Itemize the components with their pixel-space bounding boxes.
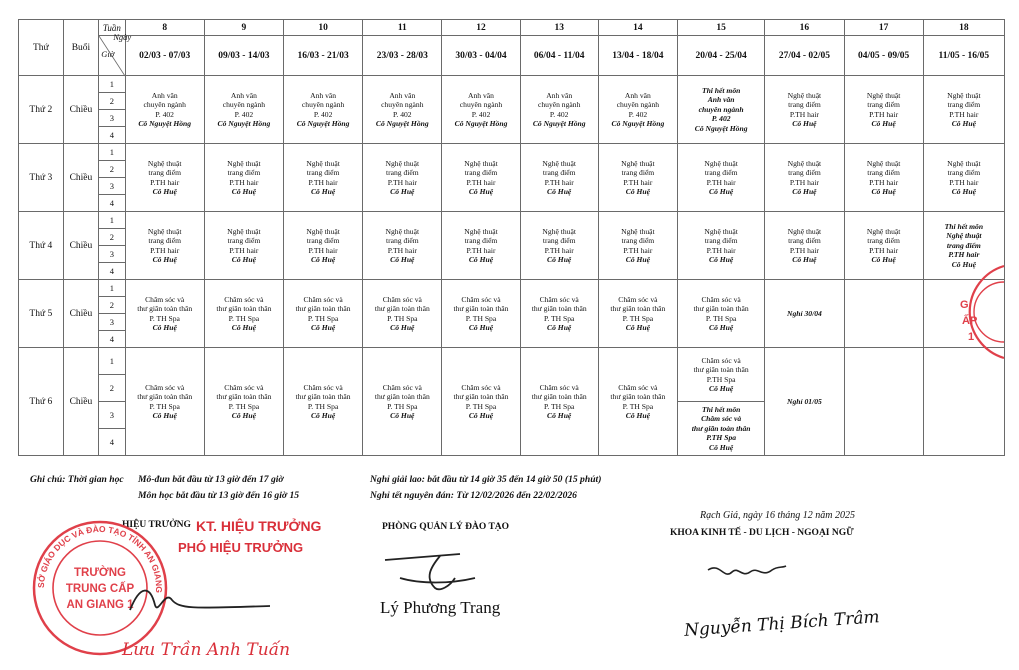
week-11-date: 23/03 - 28/03 <box>363 36 442 76</box>
slot-thu-w13: Chăm sóc và thư giãn toàn thân P. TH Spa Cô Huệ <box>520 280 598 348</box>
slot-thu-w8: Chăm sóc và thư giãn toàn thân P. TH Spa Cô Huệ <box>125 280 204 348</box>
slot-thu-w17 <box>844 280 923 348</box>
stamp-ring-text: SỞ GIÁO DỤC VÀ ĐÀO TẠO TỈNH AN GIANG <box>35 523 165 594</box>
week-18-date: 11/05 - 16/05 <box>923 36 1004 76</box>
period-4: 4 <box>99 127 125 144</box>
slot-tue-w11: Nghệ thuật trang điểm P.TH hair Cô Huệ <box>363 144 442 212</box>
week-14-date: 13/04 - 18/04 <box>598 36 677 76</box>
week-15-no: 15 <box>677 20 764 36</box>
header-date-text: Ngày <box>113 32 132 42</box>
schedule-sheet <box>18 19 1005 456</box>
period-4: 4 <box>99 429 125 456</box>
header-hour-text: Giờ <box>101 49 115 59</box>
principal-name: Lưu Trần Anh Tuấn <box>122 640 291 660</box>
svg-text:G: G <box>960 299 969 311</box>
week-9-no: 9 <box>204 20 283 36</box>
slot-thu-w10: Chăm sóc và thư giãn toàn thân P. TH Spa Cô Huệ <box>284 280 363 348</box>
slot-fri-w16-holiday: Nghỉ 01/05 <box>765 348 844 456</box>
week-13-date: 06/04 - 11/04 <box>520 36 598 76</box>
slot-wed-w17: Nghệ thuật trang điểm P.TH hair Cô Huệ <box>844 212 923 280</box>
period-4: 4 <box>99 331 125 348</box>
slot-fri-w15-top: Chăm sóc và thư giãn toàn thân P.TH Spa Cô Huệ <box>677 348 764 402</box>
session-wed: Chiều <box>63 212 99 280</box>
principal-vice: PHÓ HIỆU TRƯỞNG <box>178 540 304 555</box>
period-1: 1 <box>99 76 125 93</box>
slot-tue-w8: Nghệ thuật trang điểm P.TH hair Cô Huệ <box>125 144 204 212</box>
notes-label: Ghi chú: Thời gian học <box>30 474 124 485</box>
slot-fri-w15-exam: Thi hết môn Chăm sóc và thư giãn toàn thân P.TH Spa Cô Huệ <box>677 402 764 456</box>
note-tet: Nghỉ tết nguyên đán: Từ 12/02/2026 đến 22/02/2026 <box>370 490 577 501</box>
header-time-label <box>101 32 132 73</box>
slot-mon-w18: Nghệ thuật trang điểm P.TH hair Cô Huệ <box>923 76 1004 144</box>
week-9-date: 09/03 - 14/03 <box>204 36 283 76</box>
slot-thu-w16-holiday: Nghỉ 30/04 <box>765 280 844 348</box>
slot-fri-w8: Chăm sóc và thư giãn toàn thân P. TH Spa Cô Huệ <box>125 348 204 456</box>
slot-tue-w14: Nghệ thuật trang điểm P.TH hair Cô Huệ <box>598 144 677 212</box>
period-4: 4 <box>99 195 125 212</box>
office-signature <box>380 548 500 598</box>
week-12-date: 30/03 - 04/04 <box>442 36 520 76</box>
day-thu: Thứ 5 <box>19 280 64 348</box>
week-14-no: 14 <box>598 20 677 36</box>
week-12-no: 12 <box>442 20 520 36</box>
week-10-date: 16/03 - 21/03 <box>284 36 363 76</box>
slot-mon-w11: Anh văn chuyên ngành P. 402 Cô Nguyệt Hồng <box>363 76 442 144</box>
session-fri: Chiều <box>63 348 99 456</box>
slot-mon-w8: Anh văn chuyên ngành P. 402 Cô Nguyệt Hồng <box>125 76 204 144</box>
slot-wed-w15: Nghệ thuật trang điểm P.TH hair Cô Huệ <box>677 212 764 280</box>
period-2: 2 <box>99 229 125 246</box>
slot-tue-w9: Nghệ thuật trang điểm P.TH hair Cô Huệ <box>204 144 283 212</box>
note-break: Nghỉ giải lao: bắt đầu từ 14 giờ 35 đến 14 giờ 50 (15 phút) <box>370 474 602 485</box>
session-thu: Chiều <box>63 280 99 348</box>
week-13-no: 13 <box>520 20 598 36</box>
slot-thu-w14: Chăm sóc và thư giãn toàn thân P. TH Spa Cô Huệ <box>598 280 677 348</box>
week-16-no: 16 <box>765 20 844 36</box>
period-3: 3 <box>99 178 125 195</box>
principal-title: HIỆU TRƯỞNG <box>122 520 191 530</box>
period-2: 2 <box>99 93 125 110</box>
slot-tue-w17: Nghệ thuật trang điểm P.TH hair Cô Huệ <box>844 144 923 212</box>
slot-mon-w16: Nghệ thuật trang điểm P.TH hair Cô Huệ <box>765 76 844 144</box>
slot-thu-w9: Chăm sóc và thư giãn toàn thân P. TH Spa Cô Huệ <box>204 280 283 348</box>
place-date: Rạch Giá, ngày 16 tháng 12 năm 2025 <box>700 510 855 521</box>
slot-fri-w12: Chăm sóc và thư giãn toàn thân P. TH Spa Cô Huệ <box>442 348 520 456</box>
header-week-label: Tuần <box>99 20 125 36</box>
office-title: PHÒNG QUẢN LÝ ĐÀO TẠO <box>382 522 510 532</box>
period-3: 3 <box>99 246 125 263</box>
note-module-time: Mô-đun bắt đầu từ 13 giờ đến 17 giờ <box>138 474 284 485</box>
partial-stamp <box>938 262 1004 367</box>
period-3: 3 <box>99 402 125 429</box>
slot-tue-w15: Nghệ thuật trang điểm P.TH hair Cô Huệ <box>677 144 764 212</box>
day-mon: Thứ 2 <box>19 76 64 144</box>
slot-wed-w18-exam: Thi hết môn Nghệ thuật trang điểm P.TH hair Cô Huệ <box>923 212 1004 280</box>
period-3: 3 <box>99 314 125 331</box>
principal-signature <box>110 580 280 620</box>
slot-wed-w12: Nghệ thuật trang điểm P.TH hair Cô Huệ <box>442 212 520 280</box>
stamp-line-3: AN GIANG 1 <box>66 599 134 611</box>
note-subject-time: Môn học bắt đầu từ 13 giờ đến 16 giờ 15 <box>138 490 300 501</box>
faculty-title: KHOA KINH TẾ - DU LỊCH - NGOẠI NGỮ <box>670 528 854 538</box>
slot-tue-w12: Nghệ thuật trang điểm P.TH hair Cô Huệ <box>442 144 520 212</box>
period-1: 1 <box>99 280 125 297</box>
stamp-line-2: TRUNG CẤP <box>65 583 135 595</box>
slot-wed-w16: Nghệ thuật trang điểm P.TH hair Cô Huệ <box>765 212 844 280</box>
faculty-signature <box>700 558 790 588</box>
partial-stamp-graphic <box>938 262 1004 362</box>
slot-wed-w9: Nghệ thuật trang điểm P.TH hair Cô Huệ <box>204 212 283 280</box>
schedule-table <box>18 19 1005 456</box>
slot-thu-w15: Chăm sóc và thư giãn toàn thân P. TH Spa Cô Huệ <box>677 280 764 348</box>
principal-kt: KT. HIỆU TRƯỞNG <box>196 518 322 534</box>
slot-wed-w10: Nghệ thuật trang điểm P.TH hair Cô Huệ <box>284 212 363 280</box>
svg-text:ẤP: ẤP <box>962 315 978 327</box>
week-8-date: 02/03 - 07/03 <box>125 36 204 76</box>
period-4: 4 <box>99 263 125 280</box>
header-date-time-cell <box>99 32 132 76</box>
period-2: 2 <box>99 161 125 178</box>
week-10-no: 10 <box>284 20 363 36</box>
week-17-no: 17 <box>844 20 923 36</box>
period-1: 1 <box>99 144 125 161</box>
slot-mon-w15-exam: Thi hết môn Anh văn chuyên ngành P. 402 Cô Nguyệt Hồng <box>677 76 764 144</box>
slot-tue-w10: Nghệ thuật trang điểm P.TH hair Cô Huệ <box>284 144 363 212</box>
day-fri: Thứ 6 <box>19 348 64 456</box>
week-17-date: 04/05 - 09/05 <box>844 36 923 76</box>
slot-wed-w11: Nghệ thuật trang điểm P.TH hair Cô Huệ <box>363 212 442 280</box>
slot-tue-w13: Nghệ thuật trang điểm P.TH hair Cô Huệ <box>520 144 598 212</box>
faculty-name: Nguyễn Thị Bích Trâm <box>683 607 881 641</box>
day-wed: Thứ 4 <box>19 212 64 280</box>
period-1: 1 <box>99 212 125 229</box>
slot-mon-w17: Nghệ thuật trang điểm P.TH hair Cô Huệ <box>844 76 923 144</box>
header-session: Buổi <box>63 20 99 76</box>
slot-mon-w14: Anh văn chuyên ngành P. 402 Cô Nguyệt Hồng <box>598 76 677 144</box>
stamp-line-1: TRƯỜNG <box>74 567 126 579</box>
slot-fri-w17 <box>844 348 923 456</box>
week-11-no: 11 <box>363 20 442 36</box>
period-3: 3 <box>99 110 125 127</box>
slot-tue-w16: Nghệ thuật trang điểm P.TH hair Cô Huệ <box>765 144 844 212</box>
slot-tue-w18: Nghệ thuật trang điểm P.TH hair Cô Huệ <box>923 144 1004 212</box>
slot-thu-w11: Chăm sóc và thư giãn toàn thân P. TH Spa Cô Huệ <box>363 280 442 348</box>
slot-fri-w13: Chăm sóc và thư giãn toàn thân P. TH Spa Cô Huệ <box>520 348 598 456</box>
period-2: 2 <box>99 297 125 314</box>
slot-mon-w9: Anh văn chuyên ngành P. 402 Cô Nguyệt Hồng <box>204 76 283 144</box>
period-2: 2 <box>99 375 125 402</box>
header-day: Thứ <box>19 20 64 76</box>
week-18-no: 18 <box>923 20 1004 36</box>
svg-text:1: 1 <box>968 331 975 343</box>
period-1: 1 <box>99 348 125 375</box>
slot-fri-w9: Chăm sóc và thư giãn toàn thân P. TH Spa Cô Huệ <box>204 348 283 456</box>
office-name: Lý Phương Trang <box>380 598 501 617</box>
slot-mon-w10: Anh văn chuyên ngành P. 402 Cô Nguyệt Hồng <box>284 76 363 144</box>
session-mon: Chiều <box>63 76 99 144</box>
week-8-no: 8 <box>125 20 204 36</box>
slot-wed-w13: Nghệ thuật trang điểm P.TH hair Cô Huệ <box>520 212 598 280</box>
slot-thu-w12: Chăm sóc và thư giãn toàn thân P. TH Spa Cô Huệ <box>442 280 520 348</box>
session-tue: Chiều <box>63 144 99 212</box>
slot-fri-w10: Chăm sóc và thư giãn toàn thân P. TH Spa Cô Huệ <box>284 348 363 456</box>
slot-mon-w12: Anh văn chuyên ngành P. 402 Cô Nguyệt Hồng <box>442 76 520 144</box>
slot-wed-w14: Nghệ thuật trang điểm P.TH hair Cô Huệ <box>598 212 677 280</box>
slot-fri-w11: Chăm sóc và thư giãn toàn thân P. TH Spa Cô Huệ <box>363 348 442 456</box>
slot-fri-w14: Chăm sóc và thư giãn toàn thân P. TH Spa Cô Huệ <box>598 348 677 456</box>
week-15-date: 20/04 - 25/04 <box>677 36 764 76</box>
slot-wed-w8: Nghệ thuật trang điểm P.TH hair Cô Huệ <box>125 212 204 280</box>
day-tue: Thứ 3 <box>19 144 64 212</box>
slot-mon-w13: Anh văn chuyên ngành P. 402 Cô Nguyệt Hồng <box>520 76 598 144</box>
week-16-date: 27/04 - 02/05 <box>765 36 844 76</box>
